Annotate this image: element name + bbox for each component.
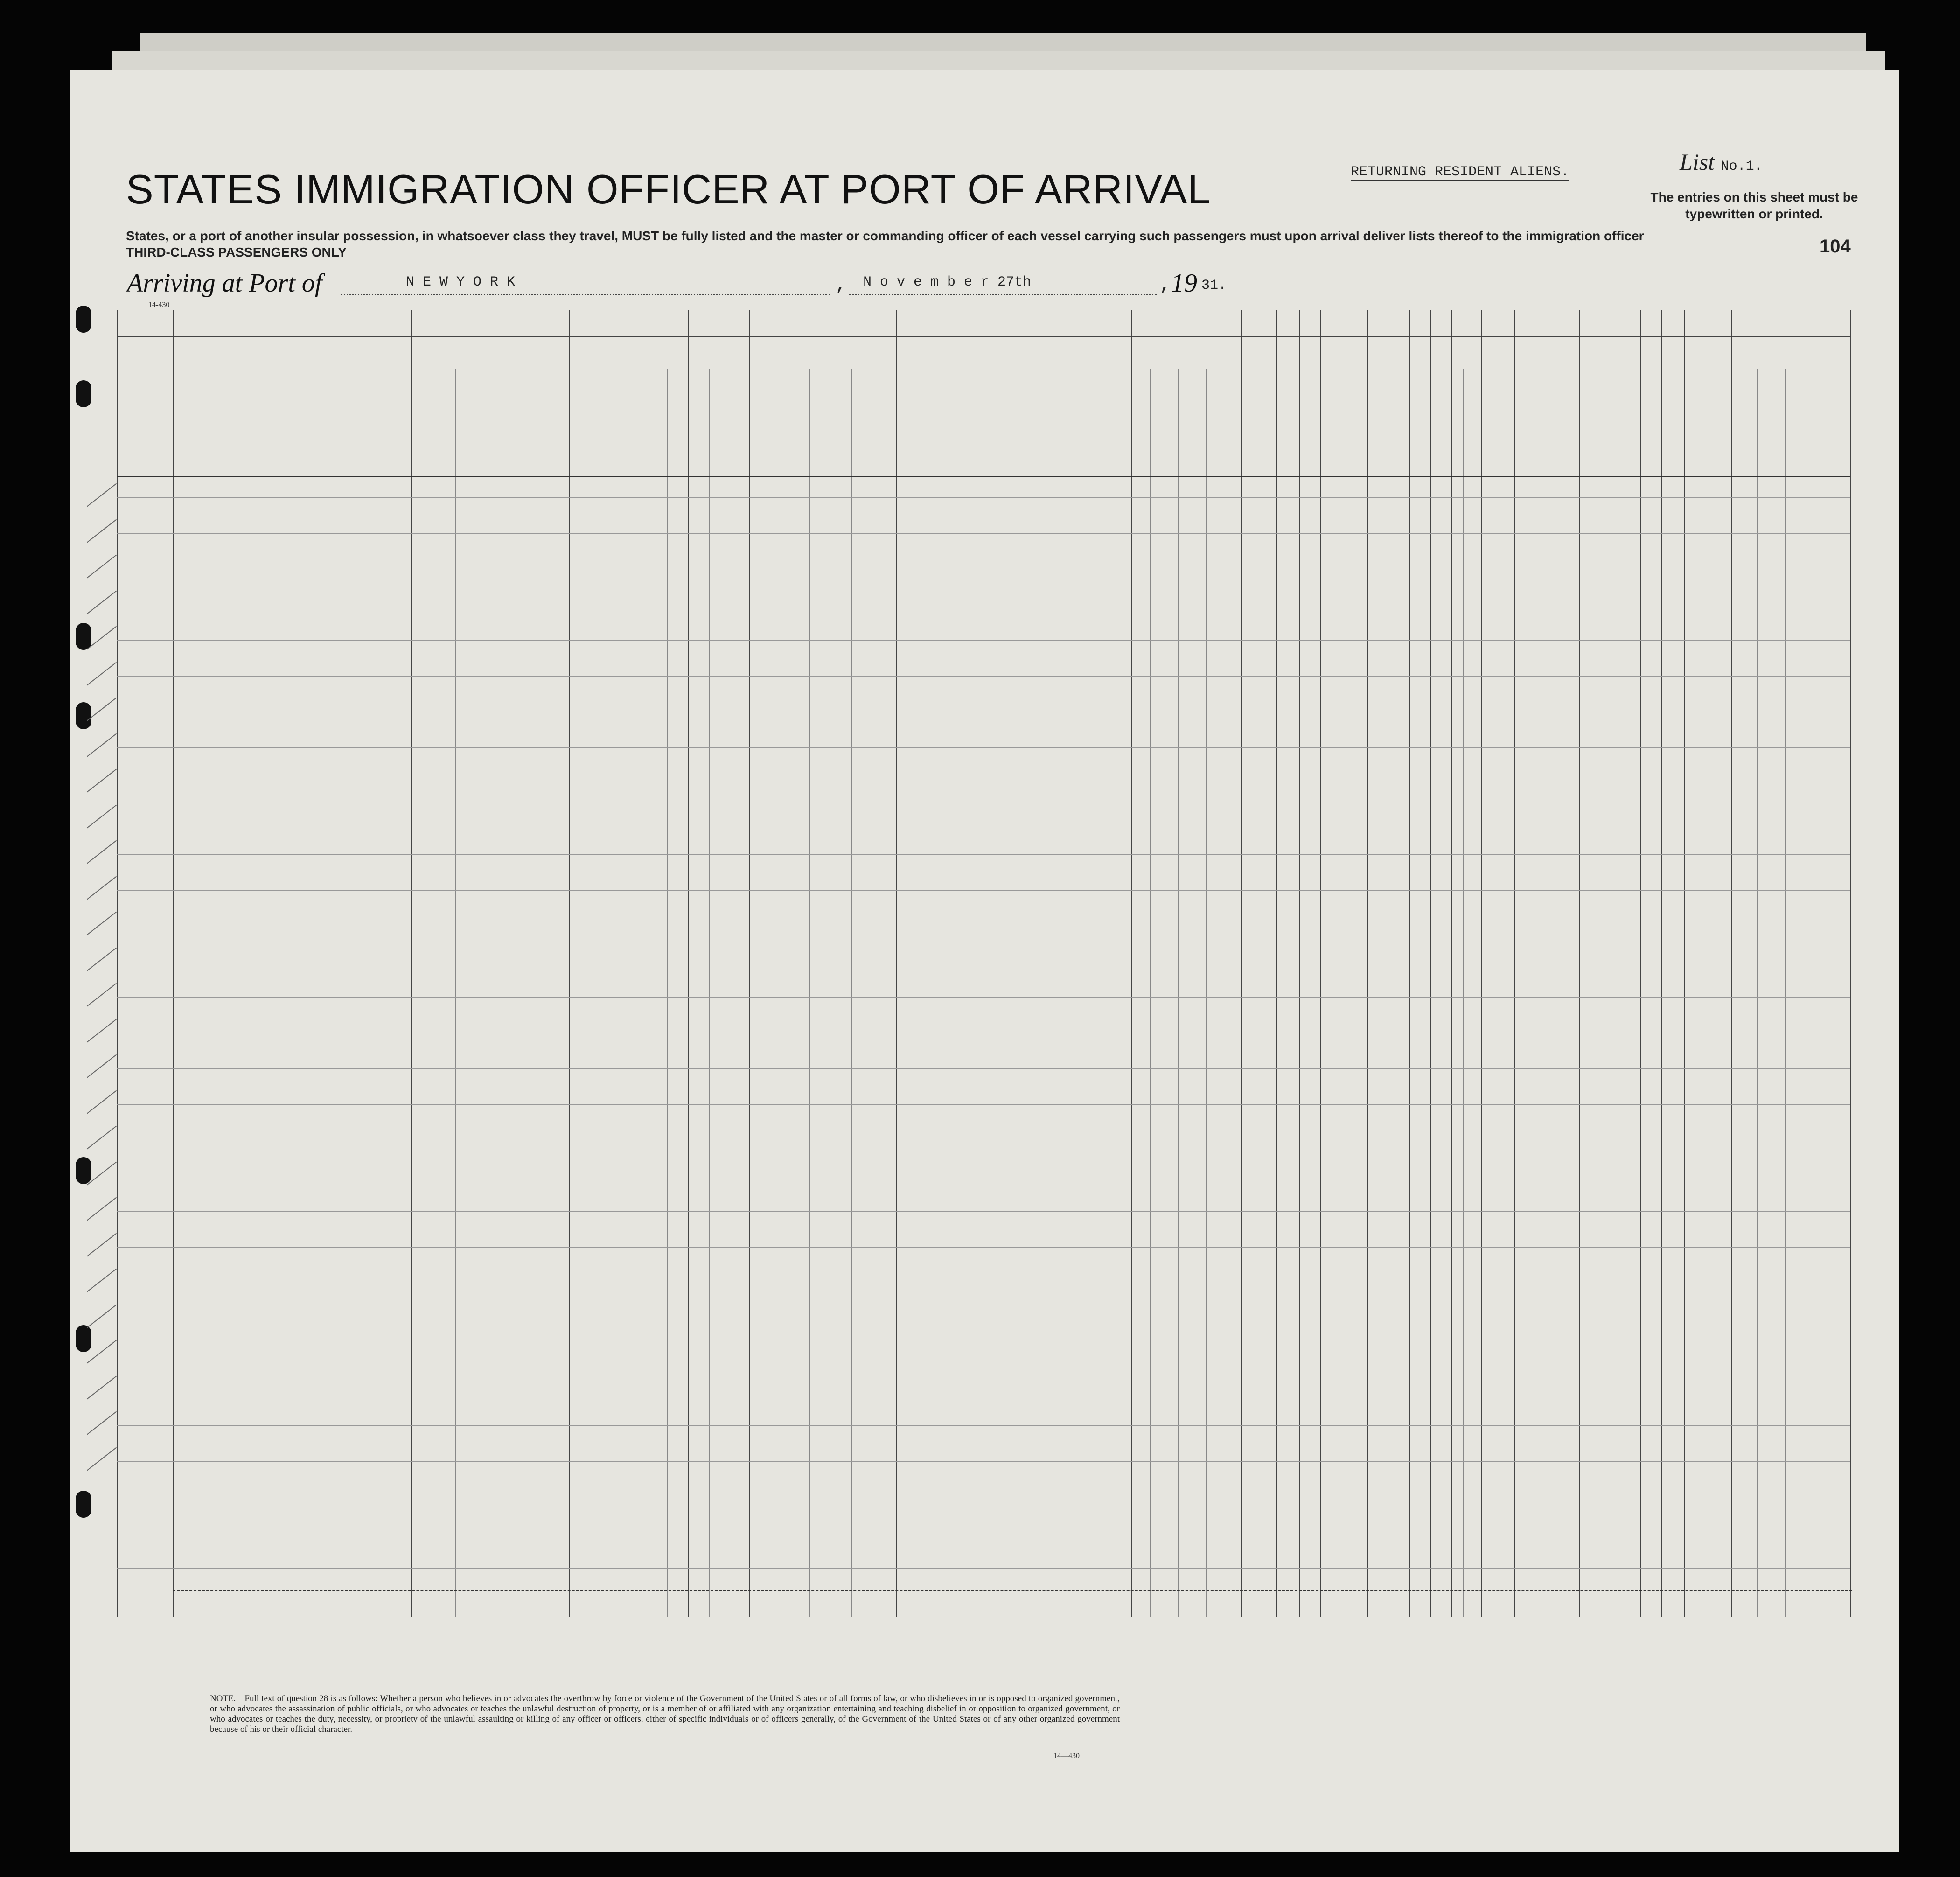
row-line bbox=[117, 1104, 1850, 1105]
subcolumn-divider bbox=[1785, 369, 1786, 1617]
column-divider bbox=[1731, 310, 1732, 1617]
port-value: N E W Y O R K bbox=[406, 274, 516, 290]
date-value: N o v e m b e r 27th bbox=[863, 274, 1032, 290]
column-divider bbox=[1276, 310, 1277, 1617]
instructions-line: States, or a port of another insular possession, in whatsoever class they travel, MUST be fully listed and the master or commanding officer of each vessel carrying such passengers must upon arrival deliver lists thereof to the immigration officer bbox=[126, 229, 1644, 243]
comma: , bbox=[835, 275, 847, 296]
row-line bbox=[117, 1211, 1850, 1212]
year-suffix: 31. bbox=[1201, 278, 1227, 293]
end-of-list-line bbox=[173, 1590, 1852, 1591]
year-prefix: 19 bbox=[1171, 269, 1197, 298]
arriving-label: Arriving at Port of bbox=[127, 269, 322, 298]
column-divider bbox=[1299, 310, 1300, 1617]
page-title: STATES IMMIGRATION OFFICER AT PORT OF ARRIVAL bbox=[126, 166, 1211, 212]
row-line bbox=[117, 533, 1850, 534]
column-divider bbox=[1481, 310, 1482, 1617]
comma: , bbox=[1159, 275, 1171, 296]
row-line bbox=[117, 640, 1850, 641]
binder-hole bbox=[76, 1325, 91, 1352]
column-divider bbox=[1850, 310, 1851, 1617]
row-line bbox=[117, 890, 1850, 891]
subcolumn-divider bbox=[1150, 369, 1151, 1617]
column-divider bbox=[1241, 310, 1242, 1617]
subcolumn-divider bbox=[667, 369, 668, 1617]
column-divider bbox=[1684, 310, 1685, 1617]
subcolumn-divider bbox=[1206, 369, 1207, 1617]
binder-hole bbox=[76, 702, 91, 729]
header-bottom-line bbox=[117, 476, 1850, 477]
footnote: NOTE.—Full text of question 28 is as follows: Whether a person who believes in or advocates the overthrow by force or violence of the Government of the United States or of all forms of law, or who disbelieves in or is opposed to organized government, or who advocates the assassination of public officials, or who advocates or teaches the unlawful destruction of property, or is a member of or affiliated with any organization entertaining and teaching disbelief in or opposition to organized government, or who advocates or teaches the duty, necessity, or propriety of the unlawful assaulting or killing of any officer or officers, either of specific individuals or of officers generally, of the Government of the United States or of any other organized government because of his or their official character. bbox=[210, 1694, 1120, 1734]
column-divider bbox=[117, 310, 118, 1617]
subcolumn-divider bbox=[709, 369, 710, 1617]
row-line bbox=[117, 854, 1850, 855]
column-divider bbox=[1320, 310, 1321, 1617]
subcolumn-divider bbox=[1757, 369, 1758, 1617]
subcolumn-divider bbox=[455, 369, 456, 1617]
page-number: 104 bbox=[1820, 236, 1851, 257]
subcolumn-divider bbox=[1463, 369, 1464, 1617]
list-number: No.1. bbox=[1720, 159, 1763, 174]
form-code: 14-430 bbox=[148, 301, 170, 309]
returning-label: RETURNING RESIDENT ALIENS. bbox=[1351, 164, 1569, 181]
subcolumn-divider bbox=[809, 369, 810, 1617]
column-divider bbox=[896, 310, 897, 1617]
row-line bbox=[117, 997, 1850, 998]
binder-hole bbox=[76, 1491, 91, 1518]
column-divider bbox=[1367, 310, 1368, 1617]
binder-hole bbox=[76, 1157, 91, 1184]
column-divider bbox=[1514, 310, 1515, 1617]
column-number-line bbox=[117, 336, 1850, 337]
list-label: List No.1. bbox=[1680, 149, 1763, 175]
class-label: THIRD-CLASS PASSENGERS ONLY bbox=[126, 245, 347, 259]
subcolumn-divider bbox=[1178, 369, 1179, 1617]
subcolumn-divider bbox=[851, 369, 852, 1617]
row-line bbox=[117, 747, 1850, 748]
column-divider bbox=[569, 310, 570, 1617]
column-divider bbox=[749, 310, 750, 1617]
column-divider bbox=[1640, 310, 1641, 1617]
column-divider bbox=[688, 310, 689, 1617]
row-line bbox=[117, 1247, 1850, 1248]
row-line bbox=[117, 1461, 1850, 1462]
row-line bbox=[117, 1568, 1850, 1569]
column-divider bbox=[1131, 310, 1132, 1617]
row-line bbox=[117, 676, 1850, 677]
row-line bbox=[117, 1068, 1850, 1069]
date-underline bbox=[849, 294, 1157, 296]
column-divider bbox=[1451, 310, 1452, 1617]
row-line bbox=[117, 497, 1850, 498]
binder-hole bbox=[76, 306, 91, 333]
column-divider bbox=[1661, 310, 1662, 1617]
column-divider bbox=[1409, 310, 1410, 1617]
binder-hole bbox=[76, 623, 91, 650]
port-underline bbox=[341, 294, 830, 296]
column-divider bbox=[1579, 310, 1580, 1617]
column-divider bbox=[173, 310, 174, 1617]
column-divider bbox=[411, 310, 412, 1617]
binder-hole bbox=[76, 380, 91, 407]
footnote-code: 14—430 bbox=[1053, 1752, 1080, 1760]
column-divider bbox=[1430, 310, 1431, 1617]
entries-note: The entries on this sheet must be typewritten or printed. bbox=[1650, 190, 1858, 221]
row-line bbox=[117, 1425, 1850, 1426]
